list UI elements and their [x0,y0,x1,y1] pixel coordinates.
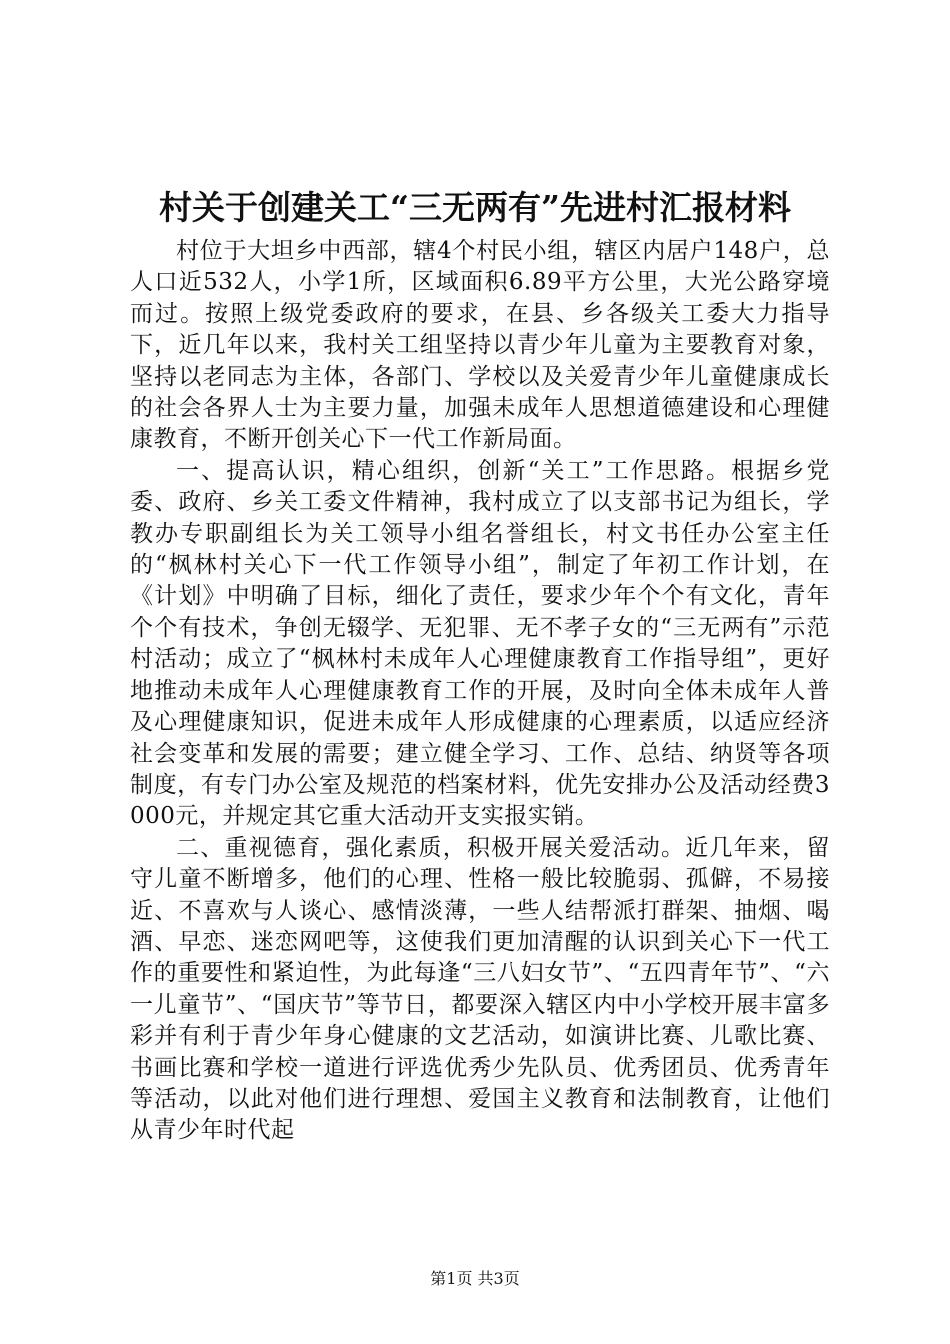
paragraph-intro: 村位于大坦乡中西部，辖4个村民小组，辖区内居户148户，总人口近532人，小学1所，区域面积6.89平方公里，大光公路穿境而过。按照上级党委政府的要求，在县、乡各级关工委大力指导下，近几年以来，我村关工组坚持以青少年儿童为主要教育对象，坚持以老同志为主体，各部门、学校以及关爱青少年儿童健康成长的社会各界人士为主要力量，加强未成年人思想道德建设和心理健康教育，不断开创关心下一代工作新局面。 [130,238,830,453]
document-body [130,236,830,1147]
document-title: 村关于创建关工“三无两有”先进村汇报材料 [159,188,791,227]
page-number-footer: 第1页 共3页 [430,1269,520,1288]
paragraph-section-two: 二、重视德育，强化素质，积极开展关爱活动。近几年来，留守儿童不断增多，他们的心理、性格一般比较脆弱、孤僻，不易接近、不喜欢与人谈心、感情淡薄，一些人结帮派打群架、抽烟、喝酒、早恋、迷恋网吧等，这使我们更加清醒的认识到关心下一代工作的重要性和紧迫性，为此每逢“三八妇女节”、“五四青年节”、“六一儿童节”、“国庆节”等节日，都要深入辖区内中小学校开展丰富多彩并有利于青少年身心健康的文艺活动，如演讲比赛、儿歌比赛、书画比赛和学校一道进行评选优秀少先队员、优秀团员、优秀青年等活动，以此对他们进行理想、爱国主义教育和法制教育，让他们从青少年时代起 [130,834,830,1144]
paragraph-section-one: 一、提高认识，精心组织，创新“关工”工作思路。根据乡党委、政府、乡关工委文件精神，我村成立了以支部书记为组长，学教办专职副组长为关工领导小组名誉组长，村文书任办公室主任的“枫林村关心下一代工作领导小组”，制定了年初工作计划，在《计划》中明确了目标，细化了责任，要求少年个个有文化，青年个个有技术，争创无辍学、无犯罪、无不孝子女的“三无两有”示范村活动；成立了“枫林村未成年人心理健康教育工作指导组”，更好地推动未成年人心理健康教育工作的开展，及时向全体未成年人普及心理健康知识，促进未成年人形成健康的心理素质，以适应经济社会变革和发展的需要；建立健全学习、工作、总结、纳贤等各项制度，有专门办公室及规范的档案材料，优先安排办公及活动经费3000元，并规定其它重大活动开支实报实销。 [130,457,830,830]
